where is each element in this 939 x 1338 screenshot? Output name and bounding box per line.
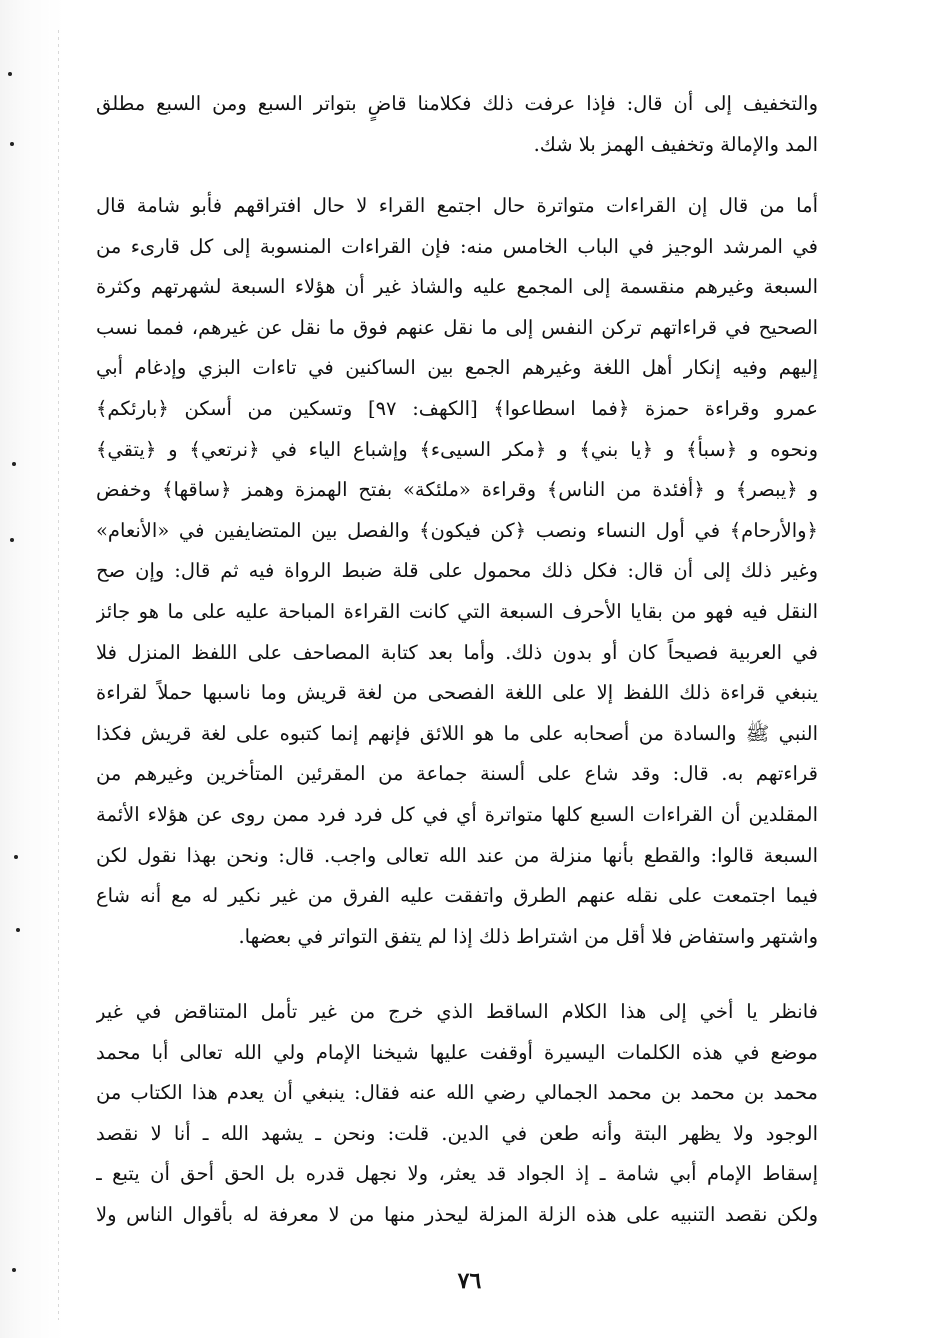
margin-speck [14,855,18,859]
text-line: الصحيح في قراءاتهم تركن النفس إلى ما نقل عنهم فوق ما نقل عن غيرهم، فمما نسب [96,315,818,339]
page-edge-shadow [0,0,64,1338]
text-line: السبعة قالوا: والقطع بأنها منزلة من عند الله تعالى واجب. قال: ونحن بهذا نقول لكن [96,843,818,867]
margin-speck [16,928,20,932]
margin-speck [10,142,14,146]
text-line: إليهم وفيه إنكار أهل اللغة وغيرهم الجمع بين الساكنين في تاءات البزي وإدغام أبي [96,356,818,380]
text-line: فيما اجتمعت على نقله عنهم الطرق واتفقت عليه الفرق من غير نكير له مع أنه شاع [96,884,818,908]
text-line: ونحوه و ﴿سبأ﴾ و ﴿يا بني﴾ و ﴿مكر السيىء﴾ وإشباع الياء في ﴿نرتعي﴾ و ﴿يتقي﴾ [96,437,818,461]
text-line: واشتهر واستفاض فلا أقل من اشتراط ذلك إذا لم يتفق التواتر في بعضها. [238,924,818,948]
text-line: المقلدين أن القراءات السبع كلها متواترة أي في كل فرد فرد ممن روى عن هؤلاء الأئمة [96,802,818,826]
text-line: ولكن نقصد التنبيه على هذه الزلة المزلة ليحذر منها من لا معرفة له بأقوال الناس ولا [96,1202,818,1226]
text-line: والتخفيف إلى أن قال: فإذا عرفت ذلك فكلامنا قاضٍ بتواتر السبع ومن السبع مطلق [96,92,818,115]
text-line: أما من قال إن القراءات متواترة حال اجتمع القراء لا حال افتراقهم فأبو شامة قال [96,194,818,217]
text-line: ﴿والأرحام﴾ في أول النساء ونصب ﴿كن فيكون﴾ والفصل بين المتضايفين في «الأنعام» [96,518,818,542]
margin-speck [10,538,14,542]
margin-speck [8,72,12,76]
text-line: عمرو وقراءة حمزة ﴿فما اسطاعوا﴾ [الكهف: ٩٧] وتسكين من أسكن ﴿بارئكم﴾ [96,396,818,420]
paragraph-3 [96,992,818,1236]
text-line: إسقاط الإمام أبي شامة ـ إذ الجواد قد يعثر، ولا نجهل قدره بل الحق أحق أن يتبع ـ [96,1162,818,1186]
text-line: الوجود ولا يظهر البتة وأنه طعن في الدين. قلت: ونحن ـ يشهد الله ـ أنا لا نقصد [96,1121,818,1145]
text-line: المد والإمالة وتخفيف الهمز بلا شك. [533,132,818,156]
page-number: ٧٦ [457,1268,482,1294]
text-line: النقل فيه فهو من بقايا الأحرف السبعة التي كانت القراءة المباحة عليه على ما هو جائز [96,599,818,623]
paragraph-1 [96,84,818,165]
text-line: في المرشد الوجيز في الباب الخامس منه: فإن القراءات المنسوبة إلى كل قارىء من [96,234,818,258]
paragraph-2 [96,186,818,957]
text-line: ينبغي قراءة ذلك اللفظ إلا على اللغة الفصحى من لغة قريش وما ناسبها حملاً لقراءة [96,681,818,705]
text-line: و ﴿يبصر﴾ و ﴿أفئدة من الناس﴾ وقراءة «ملئكة» بفتح الهمزة وهمز ﴿ساقها﴾ وخفض [96,478,818,502]
page-edge-line [58,30,59,1320]
text-line: النبي ﷺ والسادة من أصحابه على ما هو اللائق فإنهم إنما كتبوه على لغة قريش فكذا [96,721,818,745]
text-line: السبعة وغيرهم منقسمة إلى المجمع عليه والشاذ غير أن هؤلاء السبعة لشهرتهم وكثرة [96,275,818,299]
text-line: قراءتهم به. قال: وقد شاع على ألسنة جماعة من المقرئين المتأخرين وغيرهم من [96,762,818,786]
text-line: في العربية فصيحاً كان أو بدون ذلك. وأما بعد كتابة المصاحف على اللفظ المنزل فلا [96,640,818,664]
text-line: موضع في هذه الكلمات اليسيرة أوقفت عليها شيخنا الإمام ولي الله تعالى أبا محمد [96,1040,818,1064]
text-line: محمد بن محمد بن محمد الجمالي رضي الله عنه فقال: ينبغي أن يعدم هذا الكتاب من [96,1081,818,1105]
margin-speck [12,462,16,466]
text-line: فانظر يا أخي إلى هذا الكلام الساقط الذي خرج من غير تأمل المتناقض في غير [96,1000,818,1023]
text-line: وغير ذلك إلى أن قال: فكل ذلك محمول على قلة ضبط الرواة فيه ثم قال: وإن صح [96,559,818,583]
